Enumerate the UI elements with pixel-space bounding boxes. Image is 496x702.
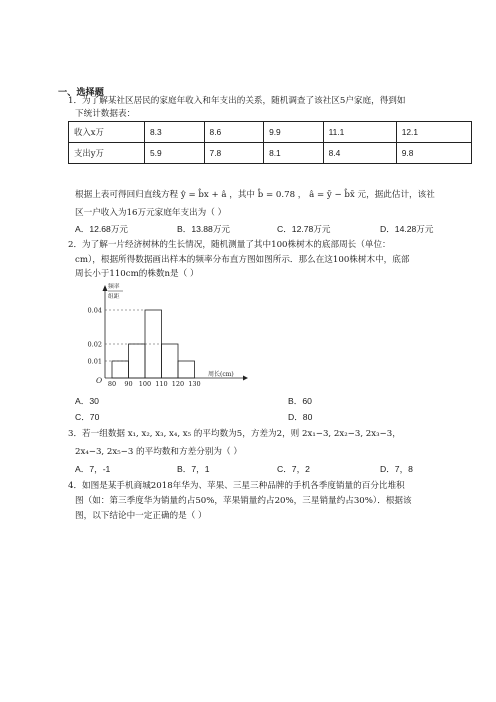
q4-line2: 图（如：第三季度华为销量约占50%，苹果销量约占20%，三星销量约占30%）．根据该: [75, 496, 412, 506]
y-axis-label-top: 频率: [108, 284, 120, 290]
y-tick-label: 0.04: [87, 306, 102, 315]
table-cell: 支出y万: [69, 143, 145, 164]
table-cell: 8.6: [204, 122, 264, 143]
q3-line2: 2x₄−3, 2x₅−3 的平均数和方差分别为（ ）: [75, 447, 242, 457]
x-tick-label: 120: [171, 380, 185, 388]
q3-option-d: D．7，8: [380, 464, 413, 474]
table-row: [69, 122, 472, 143]
table-cell: 9.8: [396, 143, 471, 164]
y-axis-label-bottom: 组距: [108, 294, 120, 300]
q1-text2: 区一户收入为16万元家庭年支出为（ ）: [75, 208, 227, 218]
table-cell: 8.3: [145, 122, 205, 143]
histogram-bar: [112, 361, 129, 378]
y-tick-label: 0.01: [87, 357, 102, 366]
q1-option-d: D．14.28万元: [380, 224, 434, 234]
q4-line3: 图，以下结论中一定正确的是（ ）: [75, 511, 207, 521]
q2-option-d: D．80: [288, 412, 313, 422]
q2-line3: 周长小于110cm的株数n是（ ）: [75, 269, 199, 279]
x-tick-label: 130: [188, 380, 201, 388]
table-cell: 收入x万: [69, 122, 145, 143]
x-axis-label: 周长(cm): [208, 371, 234, 378]
q1-option-b: B．13.88万元: [177, 224, 231, 234]
q3-option-c: C．7，2: [277, 464, 310, 474]
q2-line1: 2．为了解一片经济树林的生长情况，随机测量了其中100株树木的底部周长（单位：: [68, 240, 391, 250]
table-cell: 9.9: [264, 122, 324, 143]
x-tick-label: 110: [155, 380, 168, 388]
q4-line1: 4．如图是某手机商城2018年华为、苹果、三星三种品牌的手机各季度销量的百分比堆积: [68, 481, 405, 491]
x-axis-arrow: [243, 376, 248, 381]
x-tick-label: 90: [124, 380, 133, 388]
table-cell: 11.1: [323, 122, 396, 143]
table-cell: 7.8: [204, 143, 264, 164]
frequency-histogram: [75, 280, 250, 392]
y-tick-label: 0.02: [87, 340, 102, 349]
q1-option-c: C．12.78万元: [277, 224, 331, 234]
histogram-bar: [178, 361, 195, 378]
table-cell: 12.1: [396, 122, 471, 143]
table-cell: 5.9: [145, 143, 205, 164]
q3-option-a: A．7，-1: [75, 464, 111, 474]
q2-option-b: B．60: [288, 396, 312, 406]
q2-option-c: C．70: [75, 412, 100, 422]
q1-line2: 下统计数据表：: [75, 109, 136, 119]
q1-line1: 1．为了解某社区居民的家庭年收入和年支出的关系，随机调查了该社区5户家庭，得到如: [68, 96, 406, 106]
x-tick-label: 80: [107, 380, 117, 388]
x-tick-label: 100: [138, 380, 152, 388]
origin-label: O: [96, 376, 103, 385]
income-expense-table: [68, 121, 472, 164]
table-cell: 8.1: [264, 143, 324, 164]
y-axis-arrow: [103, 285, 108, 291]
histogram-bar: [162, 344, 179, 378]
q3-option-b: B．7，1: [177, 464, 210, 474]
histogram-bar: [129, 344, 146, 378]
section-heading: 一、选择题: [58, 87, 104, 98]
q1-text1: 根据上表可得回归直线方程 ŷ = b̂x + â ，其中 b̂ = 0.78 ， â = ȳ − b̂x̄ 元，据此估计，该社: [75, 190, 435, 200]
table-cell: 8.4: [323, 143, 396, 164]
q1-option-a: A．12.68万元: [75, 224, 129, 234]
table-row: [69, 143, 472, 164]
q3-line1: 3．若一组数据 x₁, x₂, x₃, x₄, x₅ 的平均数为5，方差为2，则 2x₁−3, 2x₂−3, 2x₃−3，: [68, 429, 401, 439]
q2-option-a: A．30: [75, 396, 99, 406]
q2-line2: cm），根据所得数据画出样本的频率分布直方图如图所示．那么在这100株树木中，底部: [75, 255, 410, 265]
